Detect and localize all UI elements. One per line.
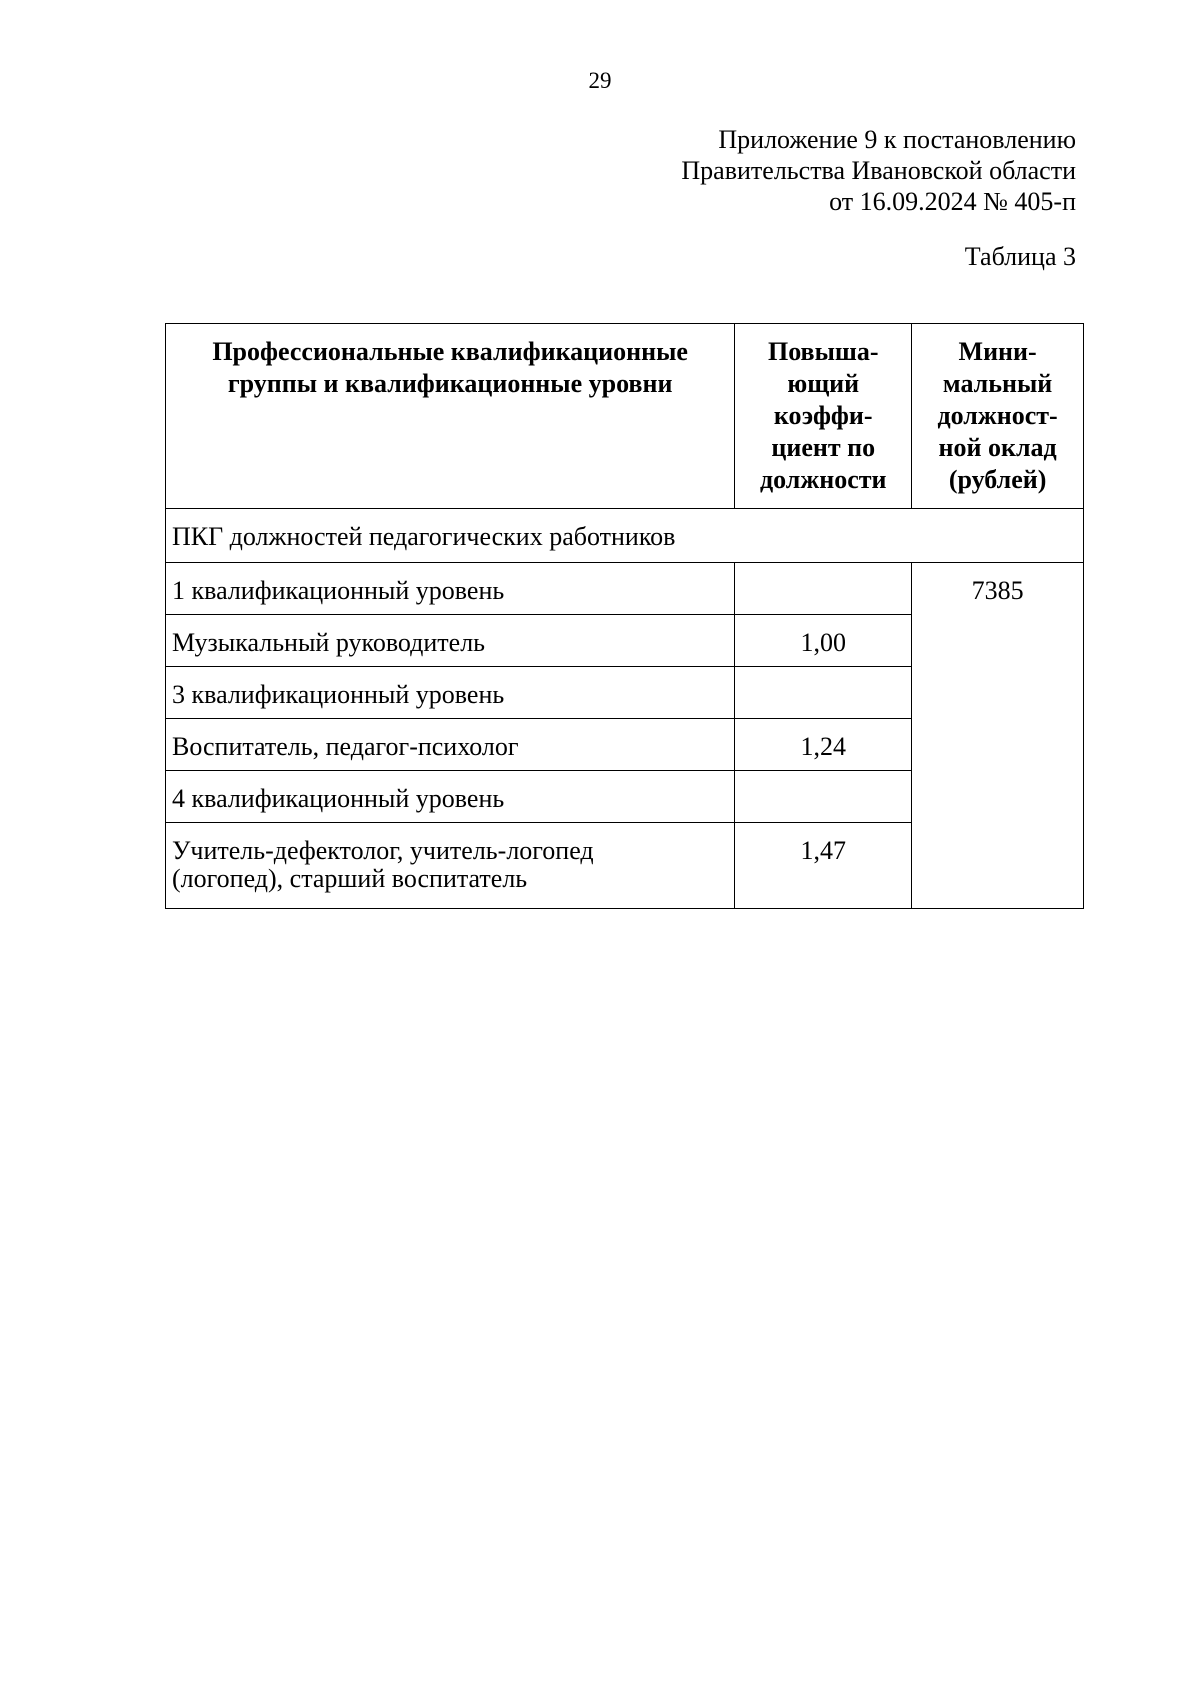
table-header-row bbox=[166, 324, 1084, 509]
row-name: 3 квалификационный уровень bbox=[166, 667, 735, 719]
row-name: 4 квалификационный уровень bbox=[166, 771, 735, 823]
row-coefficient: 1,24 bbox=[735, 719, 912, 771]
row-name: Музыкальный руководитель bbox=[166, 615, 735, 667]
table-row bbox=[166, 563, 1084, 615]
table-label: Таблица 3 bbox=[964, 242, 1076, 271]
header-coefficient: Повыша-ющий коэффи-циент по должности bbox=[735, 324, 912, 509]
row-coefficient bbox=[735, 563, 912, 615]
row-coefficient: 1,00 bbox=[735, 615, 912, 667]
salary-table bbox=[165, 323, 1084, 909]
row-coefficient: 1,47 bbox=[735, 823, 912, 909]
min-salary-value: 7385 bbox=[912, 563, 1084, 909]
appendix-header bbox=[681, 124, 1076, 217]
row-name: 1 квалификационный уровень bbox=[166, 563, 735, 615]
row-name: Воспитатель, педагог-психолог bbox=[166, 719, 735, 771]
appendix-line-3: от 16.09.2024 № 405-п bbox=[829, 187, 1076, 216]
appendix-line-1: Приложение 9 к постановлению bbox=[718, 125, 1076, 154]
row-coefficient bbox=[735, 667, 912, 719]
appendix-line-2: Правительства Ивановской области bbox=[681, 156, 1076, 185]
header-salary: Мини-мальный должност-ной оклад (рублей) bbox=[912, 324, 1084, 509]
row-name: Учитель-дефектолог, учитель-логопед (логопед), старший воспитатель bbox=[166, 823, 735, 909]
group-title: ПКГ должностей педагогических работников bbox=[166, 509, 1084, 563]
row-coefficient bbox=[735, 771, 912, 823]
table-group-row bbox=[166, 509, 1084, 563]
page-number: 29 bbox=[588, 68, 612, 93]
header-groups: Профессиональные квалификационные группы и квалификационные уровни bbox=[166, 324, 735, 509]
